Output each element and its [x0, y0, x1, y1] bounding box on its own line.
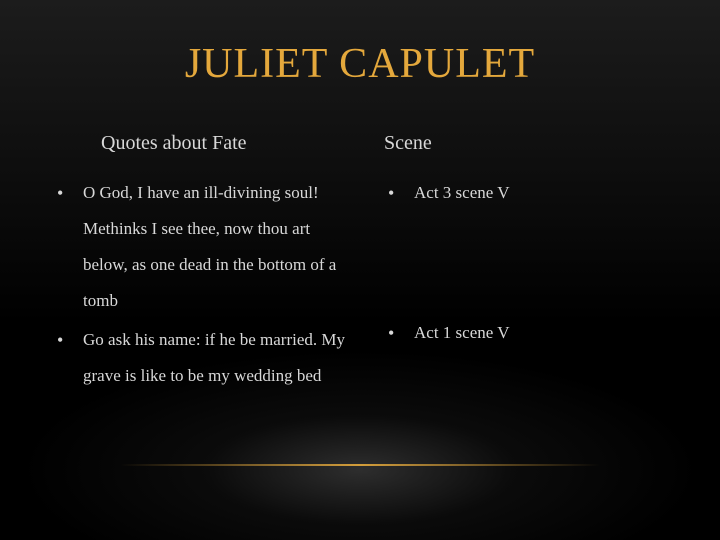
quote-item-1: [57, 175, 347, 319]
bullet-icon: •: [57, 330, 64, 350]
bullet-icon: •: [388, 323, 395, 343]
scene-item-2: [388, 315, 688, 351]
right-column-heading: Scene: [384, 132, 432, 154]
slide-title: JULIET CAPULET: [184, 41, 536, 87]
quote-item-2: [57, 322, 347, 394]
scene-text: Act 3 scene V: [414, 183, 510, 202]
left-column-heading: Quotes about Fate: [101, 132, 247, 154]
scene-item-1: [388, 175, 688, 211]
bullet-icon: •: [388, 183, 395, 203]
scene-text: Act 1 scene V: [414, 323, 510, 342]
decorative-glow-line: [120, 464, 600, 466]
bullet-icon: •: [57, 183, 64, 203]
quote-text: O God, I have an ill-divining soul! Methinks I see thee, now thou art below, as one dead in the bottom of a tomb: [83, 183, 337, 310]
quote-text: Go ask his name: if he be married. My grave is like to be my wedding bed: [83, 330, 346, 385]
